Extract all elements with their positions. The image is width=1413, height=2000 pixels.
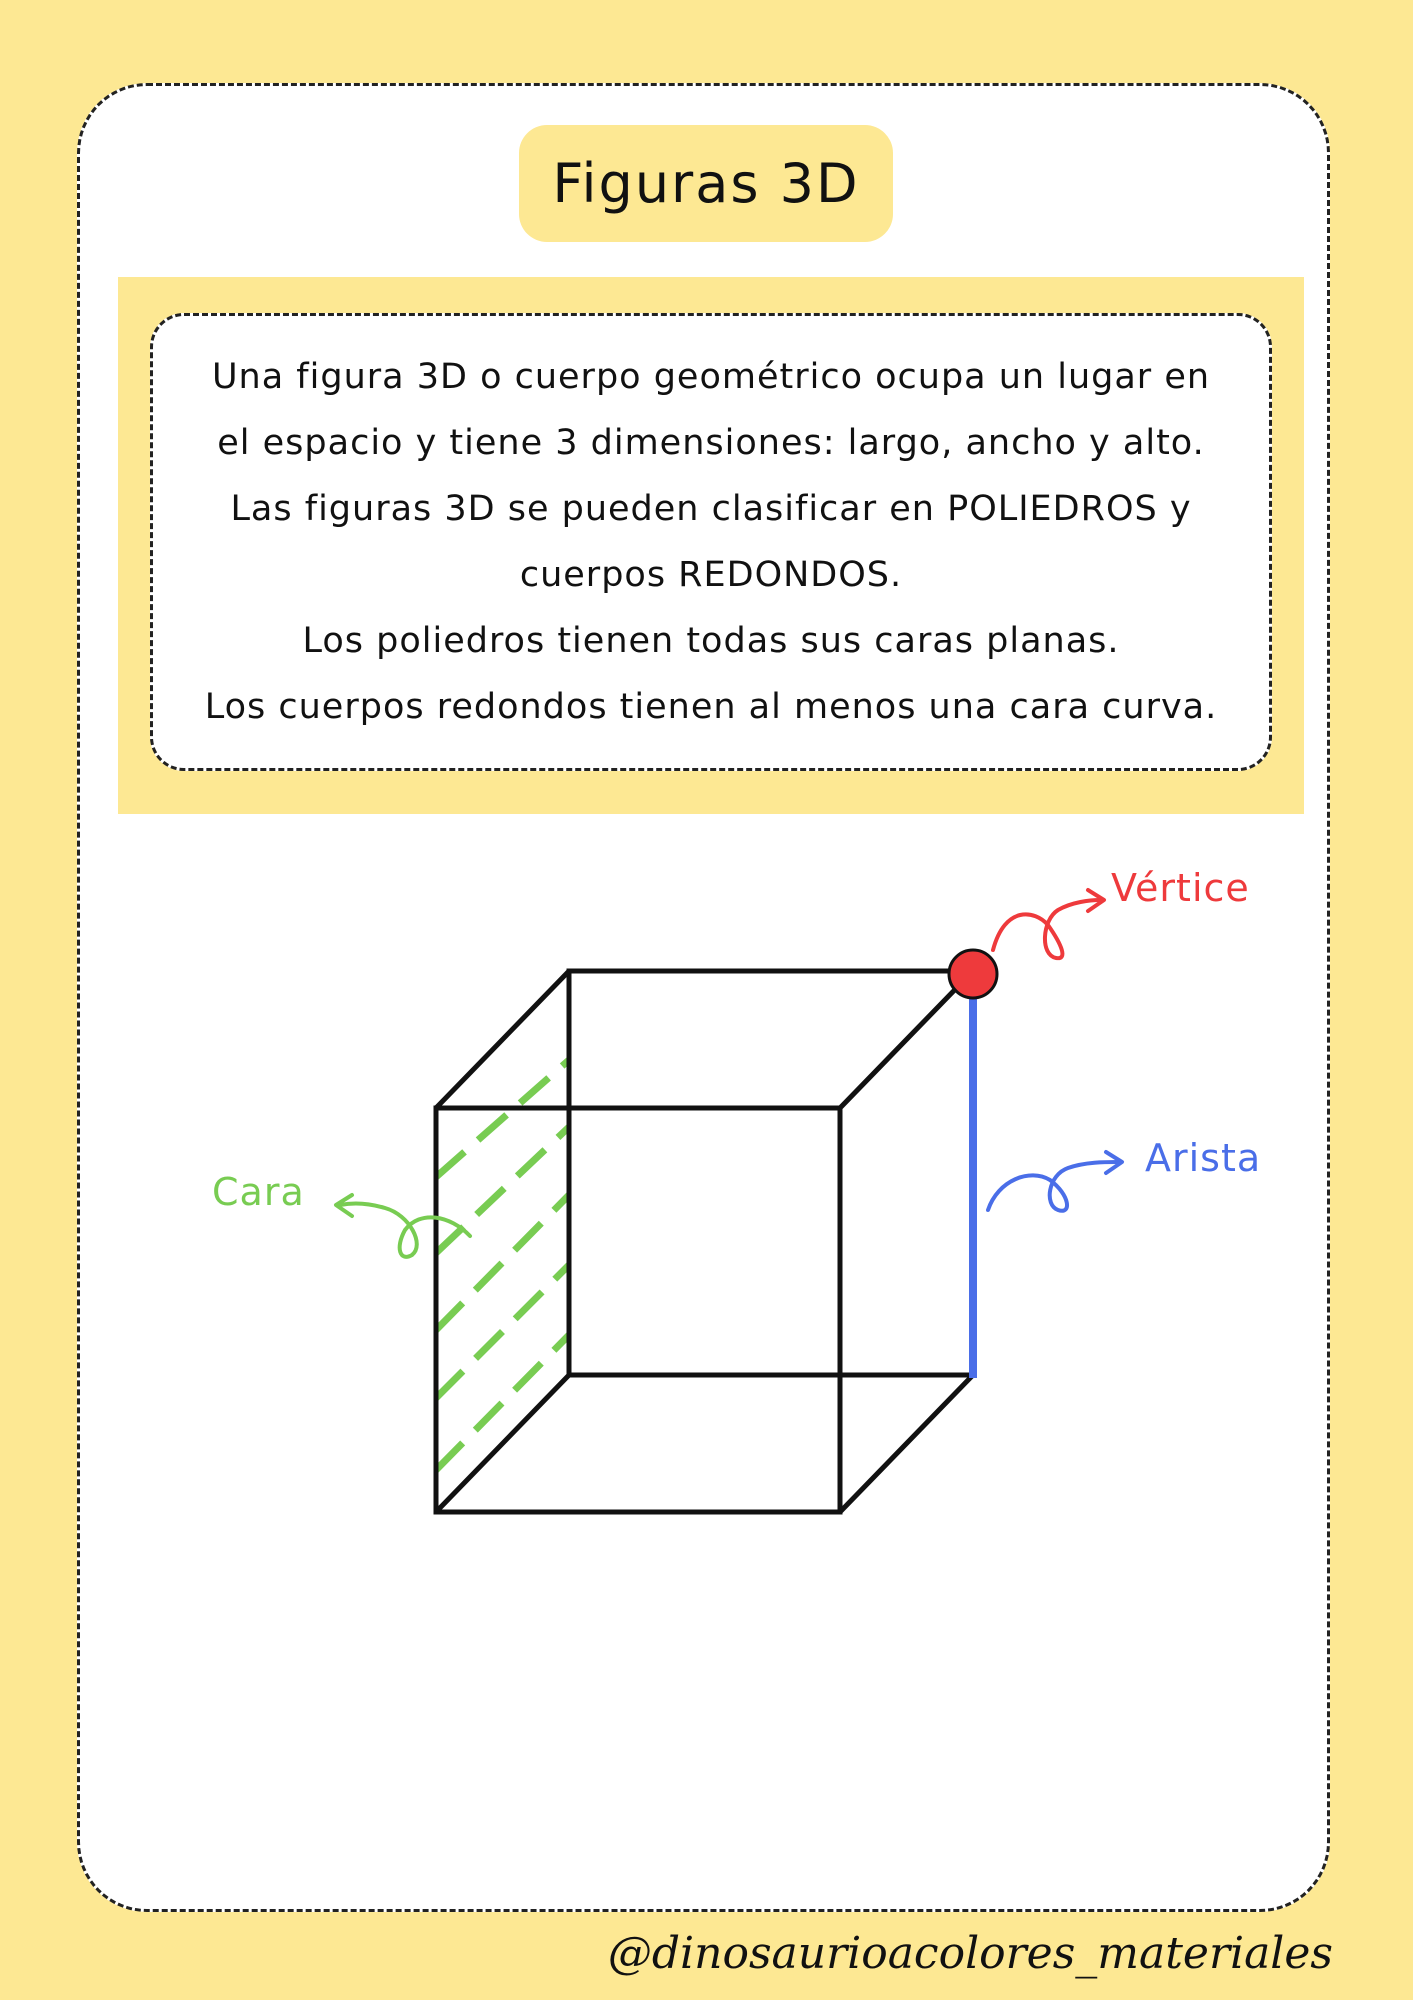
- face-hatch: [436, 1060, 569, 1470]
- vertex-arrow-icon: [993, 890, 1104, 958]
- info-line: Los cuerpos redondos tienen al menos una cara curva.: [204, 687, 1218, 727]
- edge-label: Arista: [1145, 1136, 1262, 1180]
- info-line: Una figura 3D o cuerpo geométrico ocupa un lugar en: [211, 357, 1211, 397]
- cube-wireframe: [436, 971, 973, 1512]
- vertex-label: Vértice: [1111, 866, 1250, 910]
- info-line: el espacio y tiene 3 dimensiones: largo, ancho y alto.: [217, 423, 1205, 463]
- face-label: Cara: [212, 1170, 305, 1214]
- vertex-dot: [949, 950, 997, 998]
- edge-arrow-icon: [988, 1152, 1122, 1211]
- info-line: Los poliedros tienen todas sus caras planas.: [302, 621, 1120, 661]
- page-title: Figuras 3D: [519, 125, 893, 242]
- footer-credit: @dinosaurioacolores_materiales: [607, 1928, 1333, 1979]
- info-line: cuerpos REDONDOS.: [519, 555, 903, 595]
- info-line: Las figuras 3D se pueden clasificar en POLIEDROS y: [230, 489, 1192, 529]
- face-arrow-icon: [336, 1195, 470, 1257]
